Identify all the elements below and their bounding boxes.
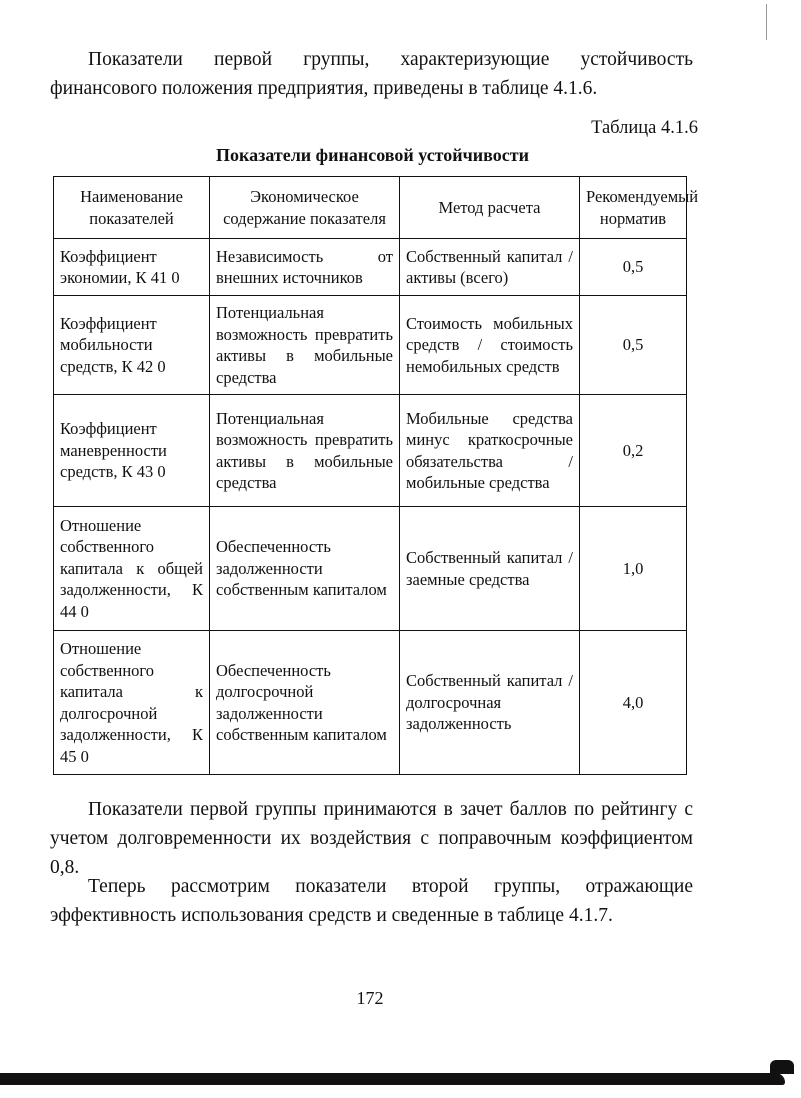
row-method: Стоимость мобильных средств / стоимость немобильных средств — [400, 296, 580, 395]
footer-mark — [770, 1060, 794, 1074]
table-number: Таблица 4.1.6 — [591, 118, 698, 138]
row-content: Независимость от внешних источников — [210, 239, 400, 296]
financial-stability-table — [53, 176, 699, 775]
row-method: Собственный капитал / активы (всего) — [400, 239, 580, 296]
row-name: Коэффициент мобильности средств, К 42 0 — [54, 296, 210, 395]
table-row — [54, 239, 687, 296]
row-norm: 4,0 — [580, 631, 687, 775]
paragraph-2: Показатели первой группы принимаются в зачет баллов по рейтингу с учетом долговременности их воздействия с поправочным коэффициентом 0,8. — [50, 799, 693, 878]
table-header-row — [54, 177, 687, 239]
header-name: Наименование показателей — [54, 177, 210, 239]
table-title: Показатели финансовой устойчивости — [216, 145, 529, 165]
row-name: Отношение собственного капитала к общей задолженности, К 44 0 — [54, 507, 210, 631]
header-norm: Рекомендуемый норматив — [580, 177, 687, 239]
header-method: Метод расчета — [400, 177, 580, 239]
row-method: Собственный капитал / заемные средства — [400, 507, 580, 631]
row-name: Отношение собственного капитала к долгосрочной задолженности, К 45 0 — [54, 631, 210, 775]
header-content: Экономическое содержание показателя — [210, 177, 400, 239]
table-row — [54, 296, 687, 395]
margin-mark — [766, 4, 767, 40]
page-number: 172 — [356, 988, 384, 1008]
row-content: Потенциальная возможность превратить активы в мобильные средства — [210, 296, 400, 395]
footer-bar — [0, 1073, 785, 1085]
intro-paragraph: Показатели первой группы, характеризующие устойчивость финансового положения предприятия, приведены в таблице 4.1.6. — [50, 49, 693, 99]
table-row — [54, 395, 687, 507]
table-row — [54, 631, 687, 775]
row-norm: 1,0 — [580, 507, 687, 631]
paragraph-3: Теперь рассмотрим показатели второй группы, отражающие эффективность использования средств и сведенные в таблице 4.1.7. — [50, 876, 693, 926]
row-norm: 0,5 — [580, 296, 687, 395]
row-norm: 0,5 — [580, 239, 687, 296]
table-row — [54, 507, 687, 631]
row-norm: 0,2 — [580, 395, 687, 507]
row-method: Собственный капитал / долгосрочная задолженность — [400, 631, 580, 775]
row-content: Обеспеченность долгосрочной задолженности собственным капиталом — [210, 631, 400, 775]
row-method: Мобильные средства минус краткосрочные обязательства / мобильные средства — [400, 395, 580, 507]
row-name: Коэффициент экономии, К 41 0 — [54, 239, 210, 296]
row-content: Потенциальная возможность превратить активы в мобильные средства — [210, 395, 400, 507]
row-content: Обеспеченность задолженности собственным капиталом — [210, 507, 400, 631]
row-name: Коэффициент маневренности средств, К 43 0 — [54, 395, 210, 507]
